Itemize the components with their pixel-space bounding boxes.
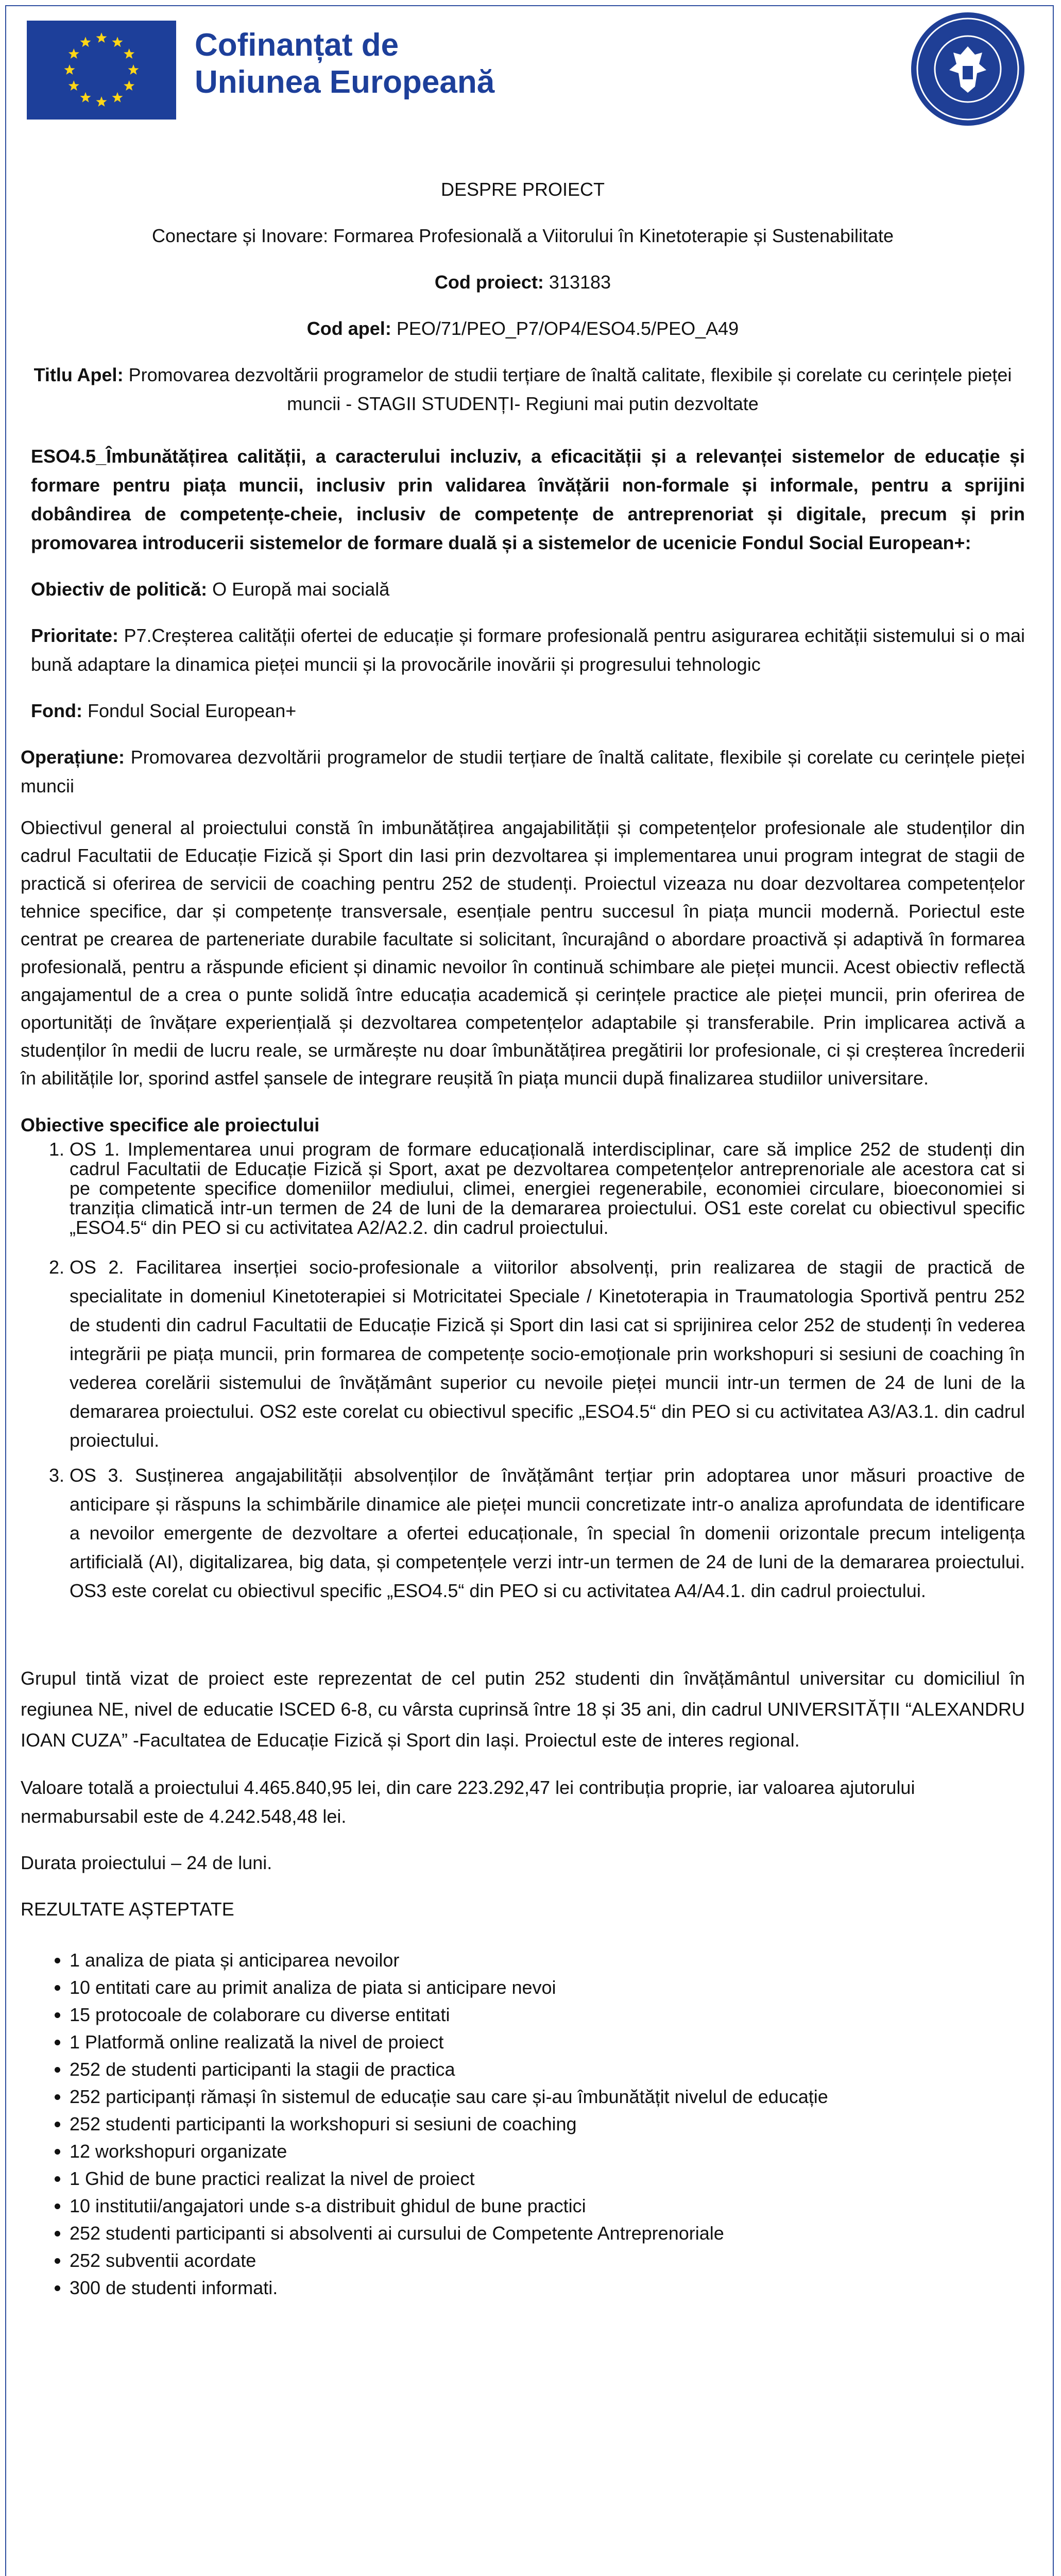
titlu-apel-label: Titlu Apel:	[33, 364, 124, 385]
eso-text: ESO4.5_Îmbunătățirea calității, a caracterului incluziv, a eficacității și a relevanței sistemelor de educație și formare pentru piața muncii, inclusiv prin validarea învățării non-formale și informale, pentru a sprijini dobândirea de competențe-cheie, inclusiv de competențe de antreprenoriat și digitale, precum și prin promovarea introducerii sistemelor de formare duală și a sistemelor de ucenicie Fondul Social European+:	[31, 446, 1025, 553]
cod-proiect	[21, 268, 1025, 297]
rezultate-title: REZULTATE AȘTEPTATE	[21, 1899, 234, 1920]
rezultat-item: • 1 analiza de piata și anticiparea nevoilor	[70, 1946, 1025, 1974]
operatiune	[21, 743, 1025, 801]
obiectiv-politica-label: Obiectiv de politică:	[31, 579, 208, 600]
durata-proiect: Durata proiectului – 24 de luni.	[21, 1852, 272, 1873]
fond-label: Fond:	[31, 700, 82, 721]
rezultat-item: • 10 institutii/angajatori unde s-a distribuit ghidul de bune practici	[70, 2192, 1025, 2219]
cofinantat-title	[195, 27, 494, 101]
fond	[31, 697, 1025, 725]
cod-proiect-value: 313183	[543, 272, 611, 293]
cod-apel	[21, 314, 1025, 343]
obiectiv-politica	[31, 575, 1025, 604]
operatiune-label: Operațiune:	[21, 747, 125, 768]
cod-apel-label: Cod apel:	[306, 318, 391, 339]
rezultat-item: • 1 Ghid de bune practici realizat la nivel de proiect	[70, 2165, 1025, 2192]
rezultat-item: • 252 participanți rămași în sistemul de educație sau care și-au îmbunătățit nivelul de educație	[70, 2083, 1025, 2110]
cofinantat-line-2: Uniunea Europeană	[195, 64, 495, 100]
rezultat-item: • 1 Platformă online realizată la nivel de proiect	[70, 2028, 1025, 2056]
page-title: DESPRE PROIECT	[440, 179, 605, 200]
cofinantat-line-1: Cofinanțat de	[195, 27, 399, 63]
operatiune-value: Promovarea dezvoltării programelor de studii terțiare de înaltă calitate, flexibile și corelate cu cerințele pieței muncii	[21, 747, 1025, 796]
prioritate	[31, 621, 1025, 679]
eu-flag-logo	[27, 21, 176, 120]
obiective-specifice-title: Obiective specifice ale proiectului	[21, 1114, 320, 1136]
rezultat-item: • 10 entitati care au primit analiza de piata si anticipare nevoi	[70, 1974, 1025, 2001]
rezultat-item: • 252 studenti participanti la workshopuri si sesiuni de coaching	[70, 2110, 1025, 2138]
os-item-1: 1. OS 1. Implementarea unui program de formare educațională interdisciplinar, care să implice 252 de studenți din cadrul Facultatii de Educație Fizică și Sport, axat pe dezvoltarea competențelor antreprenoriale ale acestora cat si pe competente specifice domeniilor mediului, climei, energiei regenerabile, economiei circulare, bioeconomiei si tranziția climatică intr-un termen de 24 de luni de la demararea proiectului. OS1 este corelat cu obiectivul specific „ESO4.5“ din PEO si cu activitatea A2/A2.2. din cadrul proiectului.	[70, 1140, 1025, 1238]
rezultat-item: • 15 protocoale de colaborare cu diverse entitati	[70, 2001, 1025, 2028]
grup-tinta: Grupul tintă vizat de proiect este reprezentat de cel putin 252 studenti din învățământul universitar cu domiciliul în regiunea NE, nivel de educatie ISCED 6-8, cu vârsta cuprinsă între 18 și 35 ani, din cadrul UNIVERSITĂȚII “ALEXANDRU IOAN CUZA” -Facultatea de Educație Fizică și Sport din Iași. Proiectul este de interes regional.	[21, 1668, 1025, 1751]
cod-proiect-label: Cod proiect:	[434, 272, 544, 293]
rezultat-item: • 300 de studenti informati.	[70, 2274, 1025, 2301]
fond-value: Fondul Social European+	[82, 700, 297, 721]
prioritate-value: P7.Creșterea calității ofertei de educație și formare profesională pentru asigurarea echității sistemului si o mai bună adaptare la dinamica pieței muncii și la provocările inovării și progresului tehnologic	[31, 625, 1025, 675]
rezultat-item: • 252 studenti participanti si absolventi ai cursului de Competente Antreprenoriale	[70, 2219, 1025, 2247]
prioritate-label: Prioritate:	[31, 625, 119, 646]
titlu-apel	[21, 361, 1025, 418]
os-item-3: 3. OS 3. Susținerea angajabilității absolvenților de învățământ terțiar prin adoptarea unor măsuri proactive de anticipare și răspuns la schimbările dinamice ale pieței muncii concretizate intr-o analiza aprofundata de identificare a nevoilor emergente de dezvoltare a ofertei educaționale, în special în domenii orizontale precum inteligența artificială (AI), digitalizarea, big data, și competențele verzi intr-un termen de 24 de luni de la demararea proiectului. OS3 este corelat cu obiectivul specific „ESO4.5“ din PEO si cu activitatea A4/A4.1. din cadrul proiectului.	[70, 1461, 1025, 1605]
titlu-apel-value: Promovarea dezvoltării programelor de studii terțiare de înaltă calitate, flexibile și corelate cu cerințele pieței muncii - STAGII STUDENȚI- Regiuni mai putin dezvoltate	[123, 364, 1012, 414]
obiectiv-general: Obiectivul general al proiectului constă în imbunătățirea angajabilității și competențelor profesionale ale studenților din cadrul Facultatii de Educație Fizică și Sport din Iasi prin dezvoltarea și implementarea unui program integrat de stagii de practică si oferirea de servicii de coaching pentru 252 de studenți. Proiectul vizeaza nu doar dezvoltarea competențelor tehnice specifice, dar și competențe transversale, esențiale pentru succesul în piața muncii modernă. Poriectul este centrat pe crearea de parteneriate durabile facultate si solicitant, încurajând o abordare proactivă și adaptivă în formarea profesională, pentru a răspunde eficient și dinamic nevoilor în continuă schimbare ale pieței muncii. Acest obiectiv reflectă angajamentul de a crea o punte solidă între educația academică și cerințele practice ale pieței muncii, prin oferirea de oportunități de învățare experiențială și dezvoltarea competențelor adaptabile și transferabile. Prin implicarea activă a studenților în medii de lucru reale, se urmărește nu doar îmbunătățirea pregătirii lor profesionale, ci și creșterea încrederii în abilitățile lor, sporind astfel șansele de integrare reușită în piața muncii după finalizarea studiilor universitare.	[21, 817, 1025, 1089]
rezultat-item: • 12 workshopuri organizate	[70, 2138, 1025, 2165]
obiective-specifice-list	[21, 1140, 1025, 1605]
obiectiv-politica-value: O Europă mai socială	[207, 579, 390, 600]
cod-apel-value: PEO/71/PEO_P7/OP4/ESO4.5/PEO_A49	[391, 318, 739, 339]
eu-stars-icon	[27, 21, 176, 120]
valoare-proiect: Valoare totală a proiectului 4.465.840,95 lei, din care 223.292,47 lei contribuția proprie, iar valoarea ajutorului nermabursabil este de 4.242.548,48 lei.	[21, 1777, 915, 1827]
main-content	[21, 175, 1025, 2301]
os-item-2: 2. OS 2. Facilitarea inserției socio-profesionale a viitorilor absolvenți, prin realizarea de stagii de practică de specialitate in domeniul Kinetoterapiei si Motricitatei Speciale / Kinetoterapia in Traumatologia Sportivă pentru 252 de studenti din cadrul Facultatii de Educație Fizică și Sport din Iasi cat si sprijinirea celor 252 de studenți în vederea integrării pe piața muncii, prin formarea de competențe socio-emoționale prin workshopuri si sesiuni de coaching în vederea corelării sistemului de învățământ superior cu nevoile pieței muncii intr-un termen de 24 de luni de la demararea proiectului. OS2 este corelat cu obiectivul specific „ESO4.5“ din PEO si cu activitatea A3/A3.1. din cadrul proiectului.	[70, 1253, 1025, 1455]
government-seal-logo	[909, 10, 1026, 128]
rezultat-item: • 252 de studenti participanti la stagii de practica	[70, 2056, 1025, 2083]
rezultat-item: • 252 subventii acordate	[70, 2247, 1025, 2274]
project-name: Conectare și Inovare: Formarea Profesională a Viitorului în Kinetoterapie și Sustenabilitate	[151, 225, 894, 246]
rezultate-list	[21, 1946, 1025, 2301]
